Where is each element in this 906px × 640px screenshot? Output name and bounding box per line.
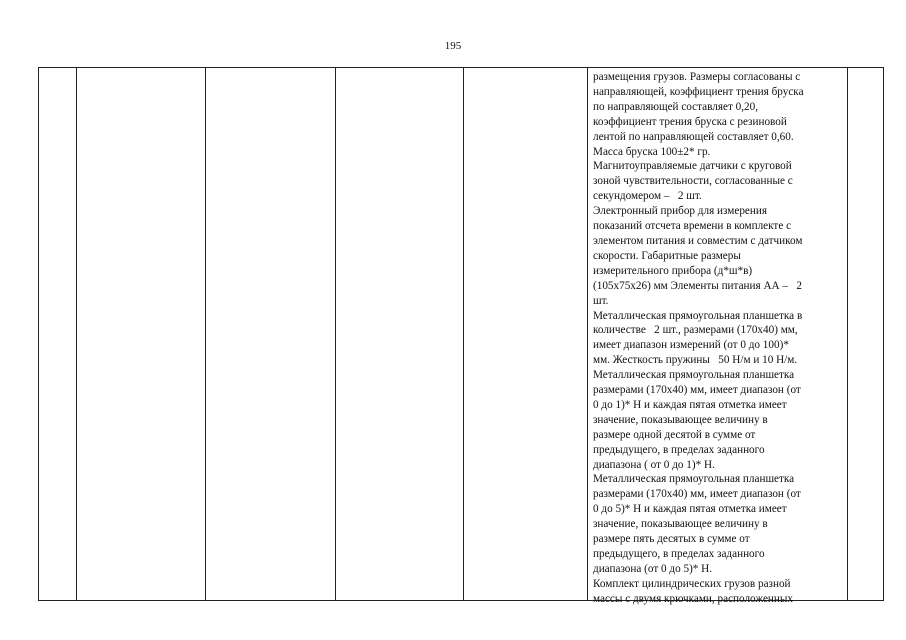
table-column-divider: [587, 68, 588, 600]
description-line: массы с двумя крючками, расположенных: [593, 592, 794, 605]
description-line: мм. Жесткость пружины 50 Н/м и 10 Н/м.: [593, 354, 798, 367]
page-number: 195: [444, 40, 462, 52]
table-column-divider: [463, 68, 464, 600]
description-line: показаний отсчета времени в комплекте с: [593, 220, 792, 233]
table-column-divider: [335, 68, 336, 600]
description-line: (105х75х26) мм Элементы питания АА – 2: [593, 279, 802, 292]
description-line: предыдущего, в пределах заданного: [593, 443, 765, 456]
description-line: коэффициент трения бруска с резиновой: [593, 115, 787, 128]
description-line: Электронный прибор для измерения: [593, 205, 767, 218]
description-line: Комплект цилиндрических грузов разной: [593, 577, 791, 590]
description-line: Магнитоуправляемые датчики с круговой: [593, 160, 792, 173]
description-line: диапазона ( от 0 до 1)* Н.: [593, 458, 715, 471]
description-line: лентой по направляющей составляет 0,60.: [593, 130, 794, 143]
description-line: диапазона (от 0 до 5)* Н.: [593, 562, 713, 575]
description-line: Металлическая прямоугольная планшетка: [593, 369, 795, 382]
description-line: шт.: [593, 294, 609, 307]
description-line: элементом питания и совместим с датчиком: [593, 234, 803, 247]
document-table: [38, 67, 884, 605]
description-line: 0 до 5)* Н и каждая пятая отметка имеет: [593, 503, 787, 516]
description-line: направляющей, коэффициент трения бруска: [593, 85, 804, 98]
table-column-divider: [76, 68, 77, 600]
description-line: зоной чувствительности, согласованные с: [593, 175, 793, 188]
description-line: Металлическая прямоугольная планшетка в: [593, 309, 803, 322]
description-line: размерами (170х40) мм, имеет диапазон (от: [593, 488, 801, 501]
description-line: размере одной десятой в сумме от: [593, 428, 756, 441]
description-line: значение, показывающее величину в: [593, 413, 768, 426]
description-line: значение, показывающее величину в: [593, 518, 768, 531]
description-line: размере пять десятых в сумме от: [593, 533, 750, 546]
description-line: имеет диапазон измерений (от 0 до 100)*: [593, 339, 789, 352]
description-line: размещения грузов. Размеры согласованы с: [593, 71, 801, 83]
description-line: Металлическая прямоугольная планшетка: [593, 473, 795, 486]
description-line: скорости. Габаритные размеры: [593, 249, 741, 262]
description-line: измерительного прибора (д*ш*в): [593, 264, 753, 277]
description-line: секундомером – 2 шт.: [593, 190, 702, 203]
table-column-divider: [205, 68, 206, 600]
description-line: 0 до 1)* Н и каждая пятая отметка имеет: [593, 398, 787, 411]
equipment-description-cell: [593, 70, 893, 607]
description-line: по направляющей составляет 0,20,: [593, 100, 758, 113]
description-line: размерами (170х40) мм, имеет диапазон (от: [593, 384, 801, 397]
description-line: Масса бруска 100±2* гр.: [593, 145, 711, 158]
description-line: количестве 2 шт., размерами (170х40) мм,: [593, 324, 798, 337]
description-line: предыдущего, в пределах заданного: [593, 548, 765, 560]
